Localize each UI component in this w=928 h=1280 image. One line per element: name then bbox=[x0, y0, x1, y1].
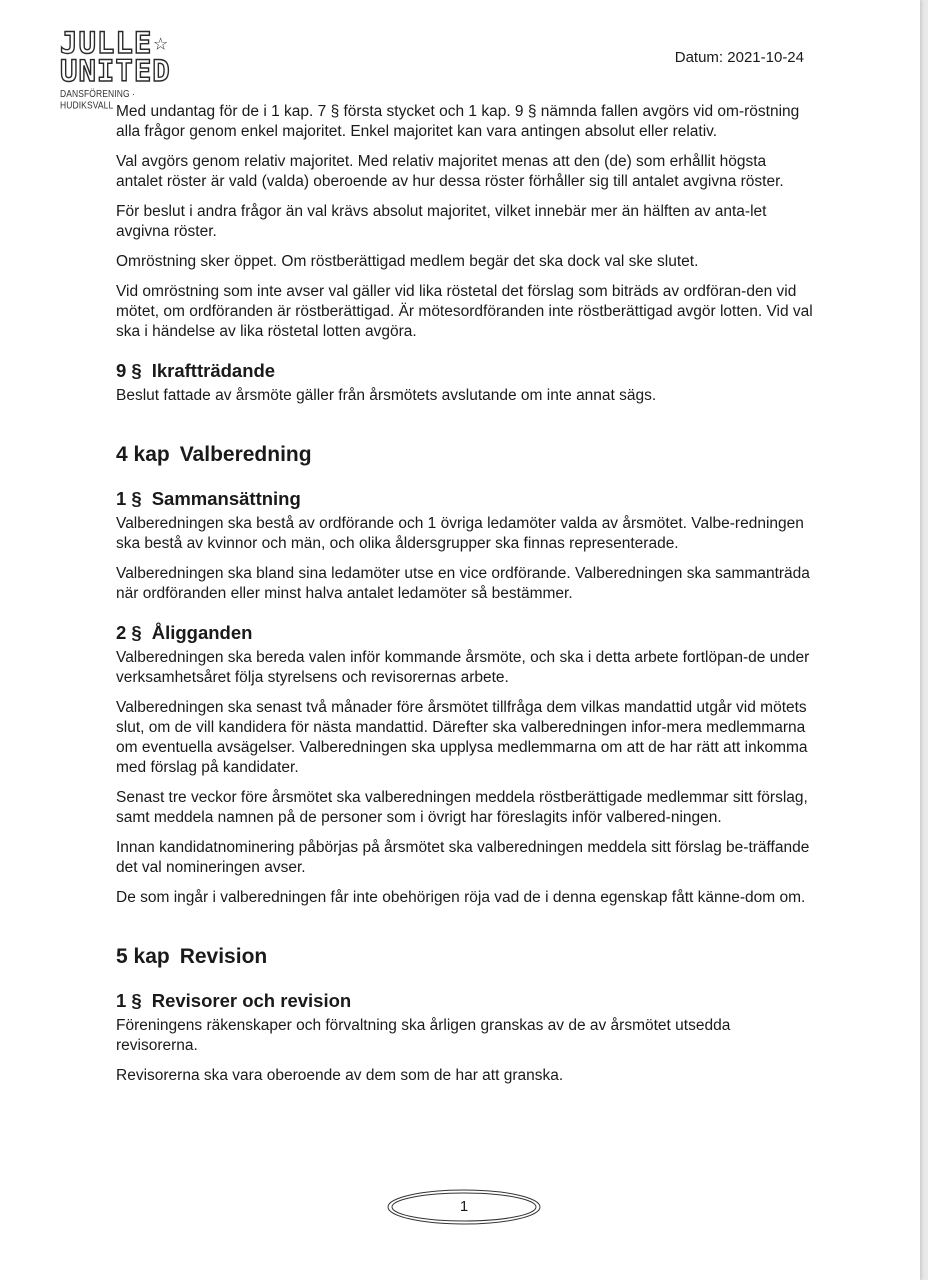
document-body bbox=[116, 102, 816, 1096]
paragraph: Föreningens räkenskaper och förvaltning ska årligen granskas av de av årsmötet utsedda revisorerna. bbox=[116, 1017, 731, 1054]
chapter-title: Valberedning bbox=[179, 443, 312, 466]
paragraph: Valberedningen ska bland sina ledamöter utse en vice ordförande. Valberedningen ska sammanträda när ordföranden eller minst halva antalet ledamöter så bestämmer. bbox=[116, 565, 810, 602]
section-heading bbox=[116, 360, 816, 382]
chapter-number: 5 kap bbox=[116, 945, 170, 968]
logo-line-1 bbox=[60, 26, 190, 60]
paragraph: Beslut fattade av årsmöte gäller från årsmötets avslutande om inte annat sägs. bbox=[116, 387, 657, 404]
paragraph: För beslut i andra frågor än val krävs absolut majoritet, vilket innebär mer än hälften av anta-let avgivna röster. bbox=[116, 203, 767, 240]
section-heading bbox=[116, 622, 816, 644]
chapter-title: Revision bbox=[179, 945, 268, 968]
paragraph: Revisorerna ska vara oberoende av dem som de har att granska. bbox=[116, 1067, 564, 1084]
paragraph: Omröstning sker öppet. Om röstberättigad medlem begär det ska dock val ske slutet. bbox=[116, 253, 699, 270]
section-title: Ikraftträdande bbox=[151, 360, 276, 381]
paragraph: Med undantag för de i 1 kap. 7 § första stycket och 1 kap. 9 § nämnda fallen avgörs vid om-röstning alla frågor genom enkel majoritet. Enkel majoritet kan vara antingen absolut eller relativ. bbox=[116, 103, 800, 140]
section-number: 1 § bbox=[116, 488, 142, 509]
paragraph: Val avgörs genom relativ majoritet. Med relativ majoritet menas att den (de) som erhållit högsta antalet röster är vald (valda) oberoende av hur dessa röster förhåller sig till antalet avgivna röster. bbox=[116, 153, 784, 190]
paragraph: Valberedningen ska bestå av ordförande och 1 övriga ledamöter valda av årsmötet. Valbe-redningen ska bestå av kvinnor och män, och olika åldersgrupper ska finnas representerade. bbox=[116, 515, 804, 552]
paragraph: Senast tre veckor före årsmötet ska valberedningen meddela röstberättigade medlemmar sitt förslag, samt meddela namnen på de personer som i övrigt har föreslagits inför valbered-ningen. bbox=[116, 789, 808, 826]
logo-word-julle: JULLE bbox=[60, 26, 153, 60]
paragraph: Valberedningen ska senast två månader före årsmötet tillfråga dem vilkas mandattid utgår vid mötets slut, om de vill kandidera för nästa mandattid. Därefter ska valberedningen infor-mera medlemmarna om eventuella avsägelser. Valberedningen ska upplysa medlemmarna om att de har rätt att inkomma med förslag på kandidater. bbox=[116, 699, 808, 776]
document-date: Datum: 2021-10-24 bbox=[674, 49, 804, 66]
section-title: Revisorer och revision bbox=[151, 990, 352, 1011]
section-number: 9 § bbox=[116, 360, 142, 381]
paragraph: Valberedningen ska bereda valen inför kommande årsmöte, och ska i detta arbete fortlöpan-de under verksamhetsåret följa styrelsens och revisorernas arbete. bbox=[116, 649, 810, 686]
chapter-heading bbox=[116, 442, 816, 468]
section-title: Sammansättning bbox=[151, 488, 301, 509]
club-logo bbox=[60, 26, 190, 111]
section-number: 1 § bbox=[116, 990, 142, 1011]
star-icon: ☆ bbox=[153, 28, 169, 56]
page-number: 1 bbox=[459, 1198, 469, 1215]
page-number-badge bbox=[386, 1188, 542, 1226]
chapter-heading bbox=[116, 944, 816, 970]
logo-line-2: UNITED bbox=[60, 54, 171, 88]
paragraph: Vid omröstning som inte avser val gäller vid lika röstetal det förslag som biträds av ordföran-den vid mötet, om ordföranden är röstberättigad. Är mötesordföranden inte röstberättigad avgör lotten. Vid val ska i händelse av lika röstetal lotten avgöra. bbox=[116, 283, 813, 340]
section-heading bbox=[116, 488, 816, 510]
logo-subtitle: DANSFÖRENING · HUDIKSVALL bbox=[60, 88, 136, 111]
chapter-number: 4 kap bbox=[116, 443, 170, 466]
paragraph: De som ingår i valberedningen får inte obehörigen röja vad de i denna egenskap fått känne-dom om. bbox=[116, 889, 806, 906]
section-number: 2 § bbox=[116, 622, 142, 643]
section-title: Åligganden bbox=[151, 622, 253, 643]
paragraph: Innan kandidatnominering påbörjas på årsmötet ska valberedningen meddela sitt förslag be-träffande det val nomineringen avser. bbox=[116, 839, 810, 876]
section-heading bbox=[116, 990, 816, 1012]
